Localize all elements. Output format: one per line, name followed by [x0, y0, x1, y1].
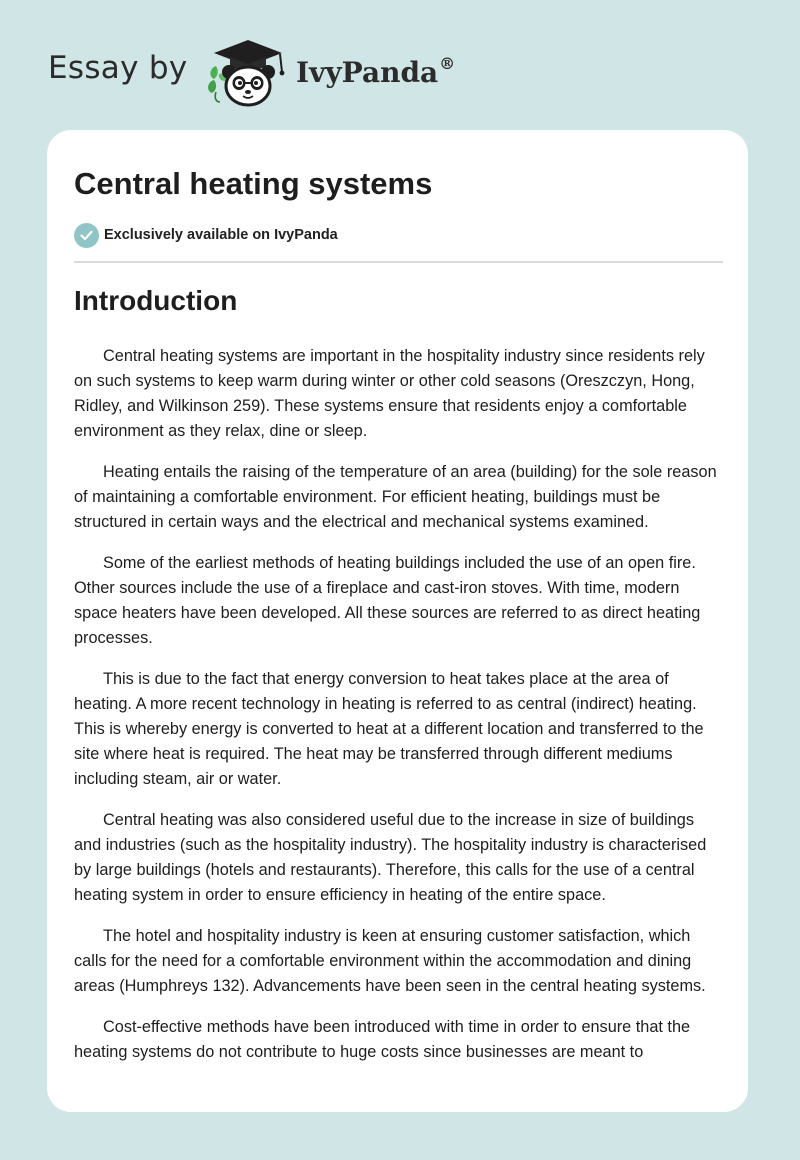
page-title: Central heating systems	[74, 166, 433, 201]
paragraph: This is due to the fact that energy conversion to heat takes place at the area of heating. A more recent technology in heating is referred to as central (indirect) heating. This is whereby energy is converted to heat at a different location and transferred to the site where heat is required. The heat may be transferred through different mediums including steam, air or water.	[74, 670, 704, 788]
panda-logo-icon[interactable]	[202, 36, 292, 108]
brand-prefix: Essay by	[48, 50, 188, 86]
site-header	[0, 0, 800, 130]
brand-name[interactable]: IvyPanda®	[296, 54, 456, 89]
paragraph: Central heating was also considered useful due to the increase in size of buildings and industries (such as the hospitality industry). The hospitality industry is characterised by large buildings (hotels and restaurants). Therefore, this calls for the use of a central heating system in order to ensure efficiency in heating of the entire space.	[74, 811, 707, 904]
paragraph: Heating entails the raising of the temperature of an area (building) for the sole reason of maintaining a comfortable environment. For efficient heating, buildings must be structured in certain ways and the electrical and mechanical systems examined.	[74, 463, 717, 531]
panda-face-icon	[222, 65, 275, 105]
check-icon	[74, 223, 99, 248]
section-heading: Introduction	[74, 285, 238, 316]
registered-mark: ®	[439, 54, 456, 73]
divider	[74, 261, 723, 263]
exclusive-badge	[74, 222, 338, 248]
badge-label: Exclusively available on IvyPanda	[104, 227, 338, 243]
paragraph: Cost-effective methods have been introduced with time in order to ensure that the heating systems do not contribute to huge costs since businesses are meant to	[74, 1018, 691, 1061]
paragraph: Some of the earliest methods of heating buildings included the use of an open fire. Other sources include the use of a fireplace and cast-iron stoves. With time, modern space heaters have been developed. All these sources are referred to as direct heating processes.	[74, 554, 701, 647]
paragraph: Central heating systems are important in the hospitality industry since residents rely on such systems to keep warm during winter or other cold seasons (Oreszczyn, Hong, Ridley, and Wilkinson 259). These systems ensure that residents enjoy a comfortable environment as they relax, dine or sleep.	[74, 347, 705, 440]
essay-body	[74, 344, 723, 1081]
essay-card	[47, 130, 748, 1112]
paragraph: The hotel and hospitality industry is keen at ensuring customer satisfaction, which calls for the need for a comfortable environment within the accommodation and dining areas (Humphreys 132). Advancements have been seen in the central heating systems.	[74, 927, 706, 995]
